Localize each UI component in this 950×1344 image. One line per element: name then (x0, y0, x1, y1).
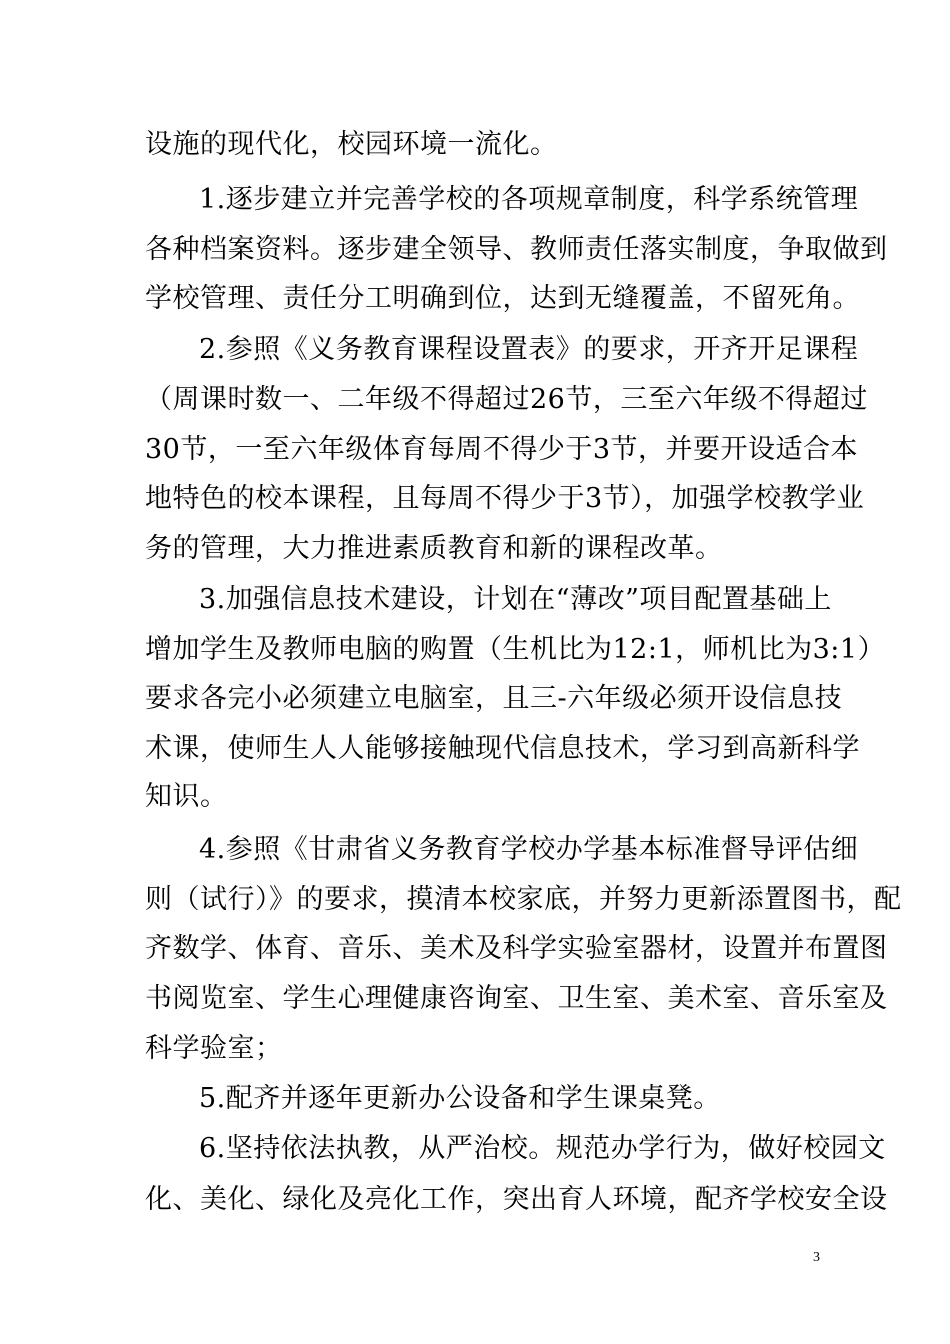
text-line: 科学验室； (145, 1033, 283, 1064)
text-line: 术课，使师生人人能够接触现代信息技术，学习到高新科学 (145, 733, 860, 764)
text-line: 要求各完小必须建立电脑室，且三-六年级必须开设信息技 (145, 683, 843, 714)
text-line: 6.坚持依法执教，从严治校。规范办学行为，做好校园文 (199, 1133, 886, 1164)
text-line: 知识。 (145, 781, 228, 812)
text-line: 设施的现代化，校园环境一流化。 (145, 129, 558, 160)
page-number: 3 (813, 1250, 820, 1265)
text-line: 各种档案资料。逐步建全领导、教师责任落实制度，争取做到 (145, 234, 888, 265)
text-line: 2.参照《义务教育课程设置表》的要求，开齐开足课程 (199, 334, 859, 365)
text-line: 4.参照《甘肃省义务教育学校办学基本标准督导评估细 (199, 834, 859, 865)
text-line: 增加学生及教师电脑的购置（生机比为12:1，师机比为3:1） (145, 634, 886, 665)
text-line: 书阅览室、学生心理健康咨询室、卫生室、美术室、音乐室及 (145, 983, 888, 1014)
text-line: （周课时数一、二年级不得超过26节，三至六年级不得超过 (145, 384, 868, 415)
text-line: 齐数学、体育、音乐、美术及科学实验室器材，设置并布置图 (145, 933, 888, 964)
text-line: 1.逐步建立并完善学校的各项规章制度，科学系统管理 (199, 184, 859, 215)
text-line: 则（试行）》的要求，摸清本校家底，并努力更新添置图书，配 (145, 884, 902, 915)
text-line: 30节，一至六年级体育每周不得少于3节，并要开设适合本 (145, 434, 859, 465)
text-line: 5.配齐并逐年更新办公设备和学生课桌凳。 (199, 1083, 721, 1114)
text-line: 学校管理、责任分工明确到位，达到无缝覆盖，不留死角。 (145, 283, 860, 314)
text-line: 3.加强信息技术建设，计划在“薄改”项目配置基础上 (199, 584, 832, 615)
text-line: 化、美化、绿化及亮化工作，突出育人环境，配齐学校安全设 (145, 1184, 888, 1215)
text-line: 务的管理，大力推进素质教育和新的课程改革。 (145, 533, 723, 564)
text-line: 地特色的校本课程，且每周不得少于3节），加强学校教学业 (145, 483, 865, 514)
